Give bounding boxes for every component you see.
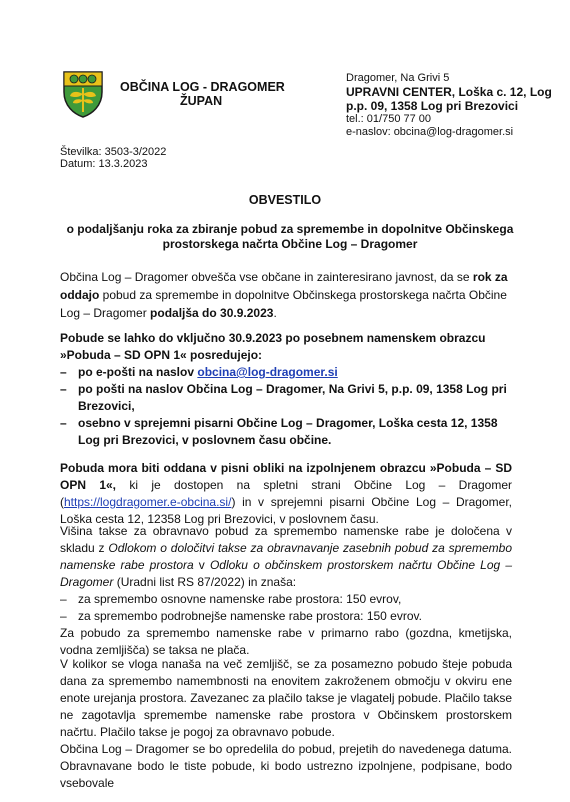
form-paragraph [60, 460, 512, 528]
address-phone: tel.: 01/750 77 00 [346, 113, 432, 125]
intro-bold: rok za oddajo [60, 270, 508, 302]
intro-paragraph [60, 268, 512, 322]
list-item-text: po e-pošti na naslov [78, 365, 198, 379]
document-title: OBVESTILO [248, 193, 322, 207]
document-subtitle [60, 222, 520, 252]
intro-deadline: podaljša do 30.9.2023 [150, 306, 274, 320]
org-name: OBČINA LOG - DRAGOMER [120, 80, 285, 94]
fee-italic: Odloku o občinskem prostorskem načrtu Občine Log – Dragomer [60, 558, 512, 589]
intro-text: Občina Log – Dragomer obvešča vse občane in zainteresirano javnost, da se [60, 270, 473, 284]
address-line: UPRAVNI CENTER, Loška c. 12, Log [346, 85, 552, 99]
website-link[interactable]: https://logdragomer.e-obcina.si/ [64, 495, 232, 509]
coat-of-arms-logo [62, 70, 104, 118]
list-item [60, 608, 512, 625]
intro-text: pobud za spremembe in dopolnitve Občinskega prostorskega načrta Občine Log – Dragomer [60, 288, 507, 320]
list-item [60, 415, 512, 449]
intro-text: . [273, 306, 277, 320]
list-item [60, 381, 512, 415]
fee-text: Višina takse za obravnavo pobud za spremembo namenske rabe je določena v skladu z [60, 524, 512, 555]
submission-heading: Pobude se lahko do vključno 30.9.2023 po posebnem namenskem obrazcu »Pobuda – SD OPN 1« posredujejo: [60, 331, 486, 362]
submission-section [60, 330, 512, 449]
fee-text: v [193, 558, 210, 572]
bullet-dash: – [60, 382, 67, 396]
bullet-dash: – [60, 592, 67, 606]
fee-paragraph [60, 523, 512, 591]
form-text: ) in v sprejemni pisarni Občine Log – Dragomer, Loška cesta 12, 12358 Log pri Brezovici, v poslovnem času. [60, 495, 512, 526]
multi-parcel-paragraph: V kolikor se vloga nanaša na več zemljišč, se za posamezno pobudo šteje pobuda dana za spremembo namembnosti na enovitem zakroženem območju v okviru ene enote urejanja prostora. Zavezanec za plačilo takse je vlagatelj pobude. Plačilo takse ne zagotavlja spremembe namenske rabe prostora v Občinskem prostorskem načrtu. Plačilo takse je pogoj za obravnavo pobude. [60, 657, 512, 739]
address-block [346, 72, 552, 139]
document-number: Številka: 3503-3/2022 [60, 146, 167, 158]
bullet-dash: – [60, 609, 67, 623]
subtitle-line: prostorskega načrta Občine Log – Dragomer [162, 237, 418, 251]
address-line: Dragomer, Na Grivi 5 [346, 72, 450, 84]
bullet-dash: – [60, 365, 67, 379]
address-line: p.p. 09, 1358 Log pri Brezovici [346, 99, 519, 113]
form-bold: Pobuda mora biti oddana v pisni obliki na izpolnjenem obrazcu »Pobuda – SD OPN 1«, [60, 461, 512, 492]
list-item-text: za spremembo osnovne namenske rabe prostora: 150 evrov, [78, 592, 402, 606]
fee-section [60, 523, 512, 659]
document-date: Datum: 13.3.2023 [60, 158, 148, 170]
fee-exemption: Za pobudo za spremembo namenske rabe v primarno rabo (gozdna, kmetijska, vodna zemljišča) se taksa ne plača. [60, 626, 512, 657]
closing-paragraph: Občina Log – Dragomer se bo opredelila do pobud, prejetih do navedenega datuma. Obravnavane bodo le tiste pobude, ki bodo ustrezno izpolnjene, podpisane, bodo vsebovale [60, 742, 512, 790]
list-item-text: po pošti na naslov Občina Log – Dragomer, Na Grivi 5, p.p. 09, 1358 Log pri Brezovici, [78, 382, 507, 413]
subtitle-line: o podaljšanju roka za zbiranje pobud za spremembe in dopolnitve Občinskega [66, 222, 514, 236]
document-meta [60, 146, 166, 170]
bullet-dash: – [60, 416, 67, 430]
list-item [60, 591, 512, 608]
list-item-text: osebno v sprejemni pisarni Občine Log – Dragomer, Loška cesta 12, 1358 Log pri Brezovici, v poslovnem času občine. [78, 416, 498, 447]
form-text: ki je dostopen na spletni strani Občine Log – Dragomer ( [60, 478, 512, 509]
address-email: e-naslov: obcina@log-dragomer.si [346, 126, 514, 138]
fee-italic: Odlokom o določitvi takse za obravnavanje zasebnih pobud za spremembo namenske rabe prostora [60, 541, 512, 572]
email-link[interactable]: obcina@log-dragomer.si [197, 365, 338, 379]
fee-text: (Uradni list RS 87/2022) in znaša: [113, 575, 297, 589]
list-item-text: za spremembo podrobnejše namenske rabe prostora: 150 evrov. [78, 609, 422, 623]
list-item [60, 364, 512, 381]
org-role: ŽUPAN [180, 94, 223, 108]
